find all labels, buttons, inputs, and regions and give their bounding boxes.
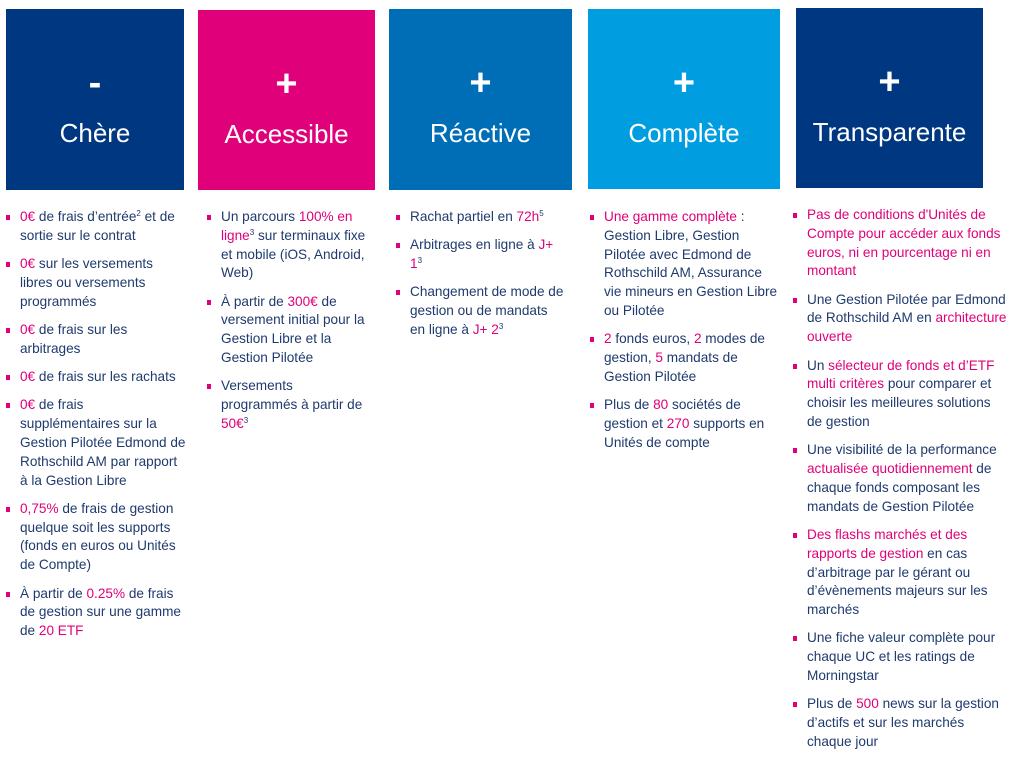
list-item: 0,75% de frais de gestion quelque soit les supports (fonds en euros ou Unités de Compte) — [6, 500, 186, 575]
list-item: 0€ de frais supplémentaires sur la Gestion Pilotée Edmond de Rothschild AM par rapport à la Gestion Libre — [6, 396, 186, 490]
list-item: Des flashs marchés et des rapports de gestion en cas d’arbitrage par le gérant ou d’évènements majeurs sur les marchés — [793, 526, 1007, 620]
list-item: Plus de 80 sociétés de gestion et 270 supports en Unités de compte — [590, 396, 780, 452]
list-item: À partir de 300€ de versement initial pour la Gestion Libre et la Gestion Pilotée — [207, 293, 372, 368]
minus-icon: - — [88, 62, 102, 104]
plus-icon: + — [672, 62, 696, 104]
feature-list — [6, 208, 186, 650]
column-title: Réactive — [429, 118, 532, 148]
list-item: Versements programmés à partir de 50€$^3$ — [207, 377, 372, 433]
feature-list — [590, 208, 780, 462]
list-item: 0€ de frais sur les rachats — [6, 368, 186, 387]
list-item: Rachat partiel en $72h^5$ — [396, 208, 566, 227]
plus-icon: + — [275, 63, 298, 105]
list-item: Une Gestion Pilotée par Edmond de Rothschild AM en architecture ouverte — [793, 291, 1007, 347]
column-title: Transparente — [812, 117, 967, 147]
list-item: 0€ sur les versements libres ou versements programmés — [6, 255, 186, 311]
list-item: À partir de 0.25% de frais de gestion sur une gamme de 20 ETF — [6, 585, 186, 641]
plus-icon: + — [469, 62, 492, 104]
column-title: Complète — [628, 118, 740, 148]
list-item: Une gamme complète : Gestion Libre, Gestion Pilotée avec Edmond de Rothschild AM, Assurance vie mineurs en Gestion Libre ou Pilotée — [590, 208, 780, 321]
list-item: Un parcours 100% en ligne$^3$ sur terminaux fixe et mobile (iOS, Android, Web) — [207, 208, 372, 283]
list-item: 0€ de frais sur les arbitrages — [6, 321, 186, 359]
feature-list — [207, 208, 372, 443]
feature-list — [396, 208, 566, 349]
header-box-transparente — [796, 8, 983, 188]
list-item: 2 fonds euros, 2 modes de gestion, 5 mandats de Gestion Pilotée — [590, 330, 780, 386]
list-item: Un sélecteur de fonds et d’ETF multi critères pour comparer et choisir les meilleures solutions de gestion — [793, 357, 1007, 432]
list-item: Une fiche valeur complète pour chaque UC et les ratings de Morningstar — [793, 629, 1007, 685]
list-item: Arbitrages en ligne à $J+ 1^3$ — [396, 236, 566, 274]
column-title: Accessible — [224, 119, 349, 149]
list-item: 0€ de frais d’entrée$^2$ et de sortie sur le contrat — [6, 208, 186, 246]
feature-list — [793, 206, 1007, 761]
list-item: Une visibilité de la performance actualisée quotidiennement de chaque fonds composant les mandats de Gestion Pilotée — [793, 441, 1007, 516]
header-box-chere — [6, 9, 184, 190]
list-item: Plus de 500 news sur la gestion d’actifs et sur les marchés chaque jour — [793, 695, 1007, 751]
plus-icon: + — [878, 61, 901, 103]
header-box-complete — [588, 9, 780, 189]
column-title: Chère — [59, 118, 131, 148]
list-item: Changement de mode de gestion ou de mandats en ligne à $J+ 2^3$ — [396, 283, 566, 339]
list-item: Pas de conditions d'Unités de Compte pour accéder aux fonds euros, ni en pourcentage ni en montant — [793, 206, 1007, 281]
header-box-accessible — [198, 10, 375, 190]
header-box-reactive — [389, 9, 572, 190]
